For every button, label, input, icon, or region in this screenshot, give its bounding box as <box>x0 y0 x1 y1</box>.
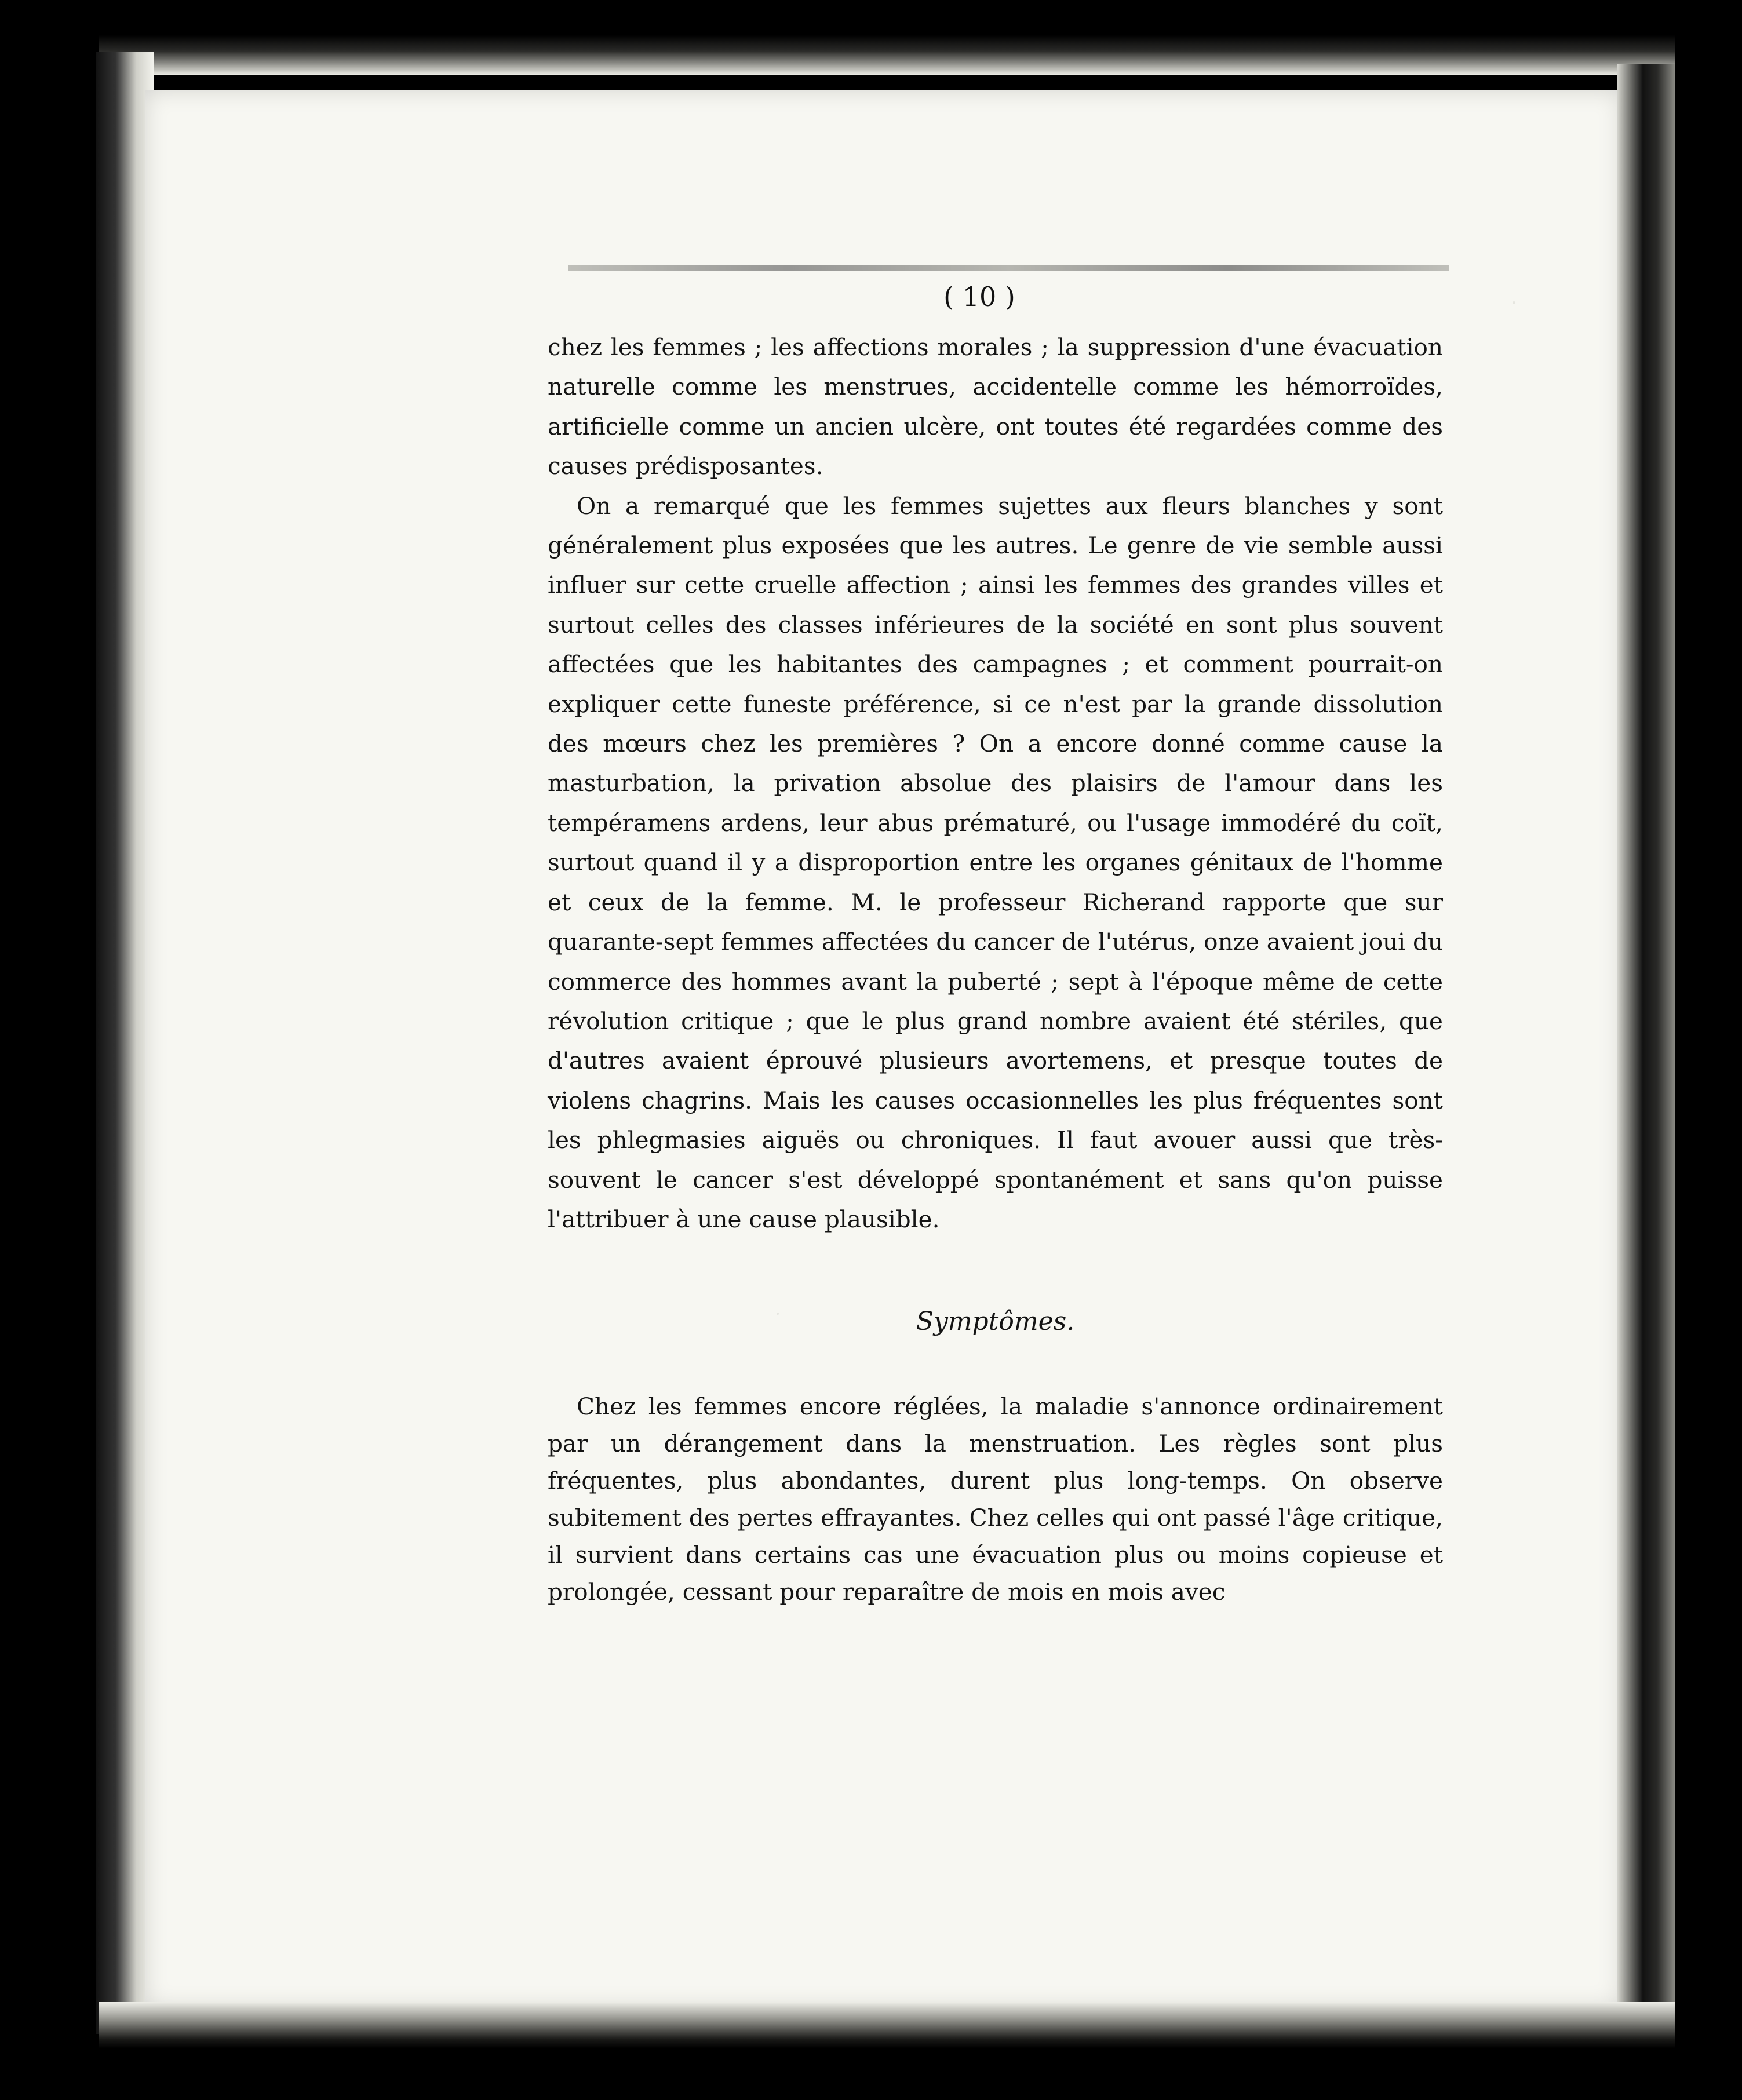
page-top-edge <box>99 35 1675 75</box>
header-rule <box>568 265 1449 271</box>
section-heading: Symptômes. <box>916 1307 1075 1336</box>
book-binding <box>1617 64 1675 2034</box>
page-bottom-edge <box>99 2002 1675 2048</box>
paragraph: chez les femmes ; les affections morales ; la suppression d'une évacuation naturelle comme les menstrues, accidentelle comme les hémorroïdes, artificielle comme un ancien ulcère, ont toutes été regardées comme des causes prédisposantes. <box>548 333 1443 480</box>
body-text <box>548 327 1443 1239</box>
paragraph: On a remarqué que les femmes sujettes aux fleurs blanches y sont généralement plus exposées que les autres. Le genre de vie semble aussi influer sur cette cruelle affection ; ainsi les femmes des grandes villes et surtout celles des classes inférieures de la société en sont plus souvent affectées que les habitantes des campagnes ; et comment pourrait-on expliquer cette funeste préférence, si ce n'est par la grande dissolution des mœurs chez les premières ? On a encore donné comme cause la masturbation, la privation absolue des plaisirs de l'amour dans les tempéramens ardens, leur abus prématuré, ou l'usage immodéré du coït, surtout quand il y a disproportion entre les organes génitaux de l'homme et ceux de la femme. M. le professeur Richerand rapporte que sur quarante-sept femmes affectées du cancer de l'utérus, onze avaient joui du commerce des hommes avant la puberté ; sept à l'époque même de cette révolution critique ; que le plus grand nombre avaient été stériles, que d'autres avaient éprouvé plusieurs avortemens, et presque toutes de violens chagrins. Mais les causes occasionnelles les plus fréquentes sont les phlegmasies aiguës ou chroniques. Il faut avouer aussi que très-souvent le cancer s'est développé spontanément et sans qu'on puisse l'attribuer à une cause plausible. <box>548 491 1443 1233</box>
paragraph: Chez les femmes encore réglées, la maladie s'annonce ordinairement par un dérangement dans la menstruation. Les règles sont plus fréquentes, plus abondantes, durent plus long-temps. On observe subitement des pertes effrayantes. Chez celles qui ont passé l'âge critique, il survient dans certains cas une évacuation plus ou moins copieuse et prolongée, cessant pour reparaître de mois en mois avec <box>548 1392 1443 1606</box>
page-number: ( 10 ) <box>943 281 1015 312</box>
speck <box>1513 301 1515 304</box>
section-text <box>548 1388 1443 1610</box>
